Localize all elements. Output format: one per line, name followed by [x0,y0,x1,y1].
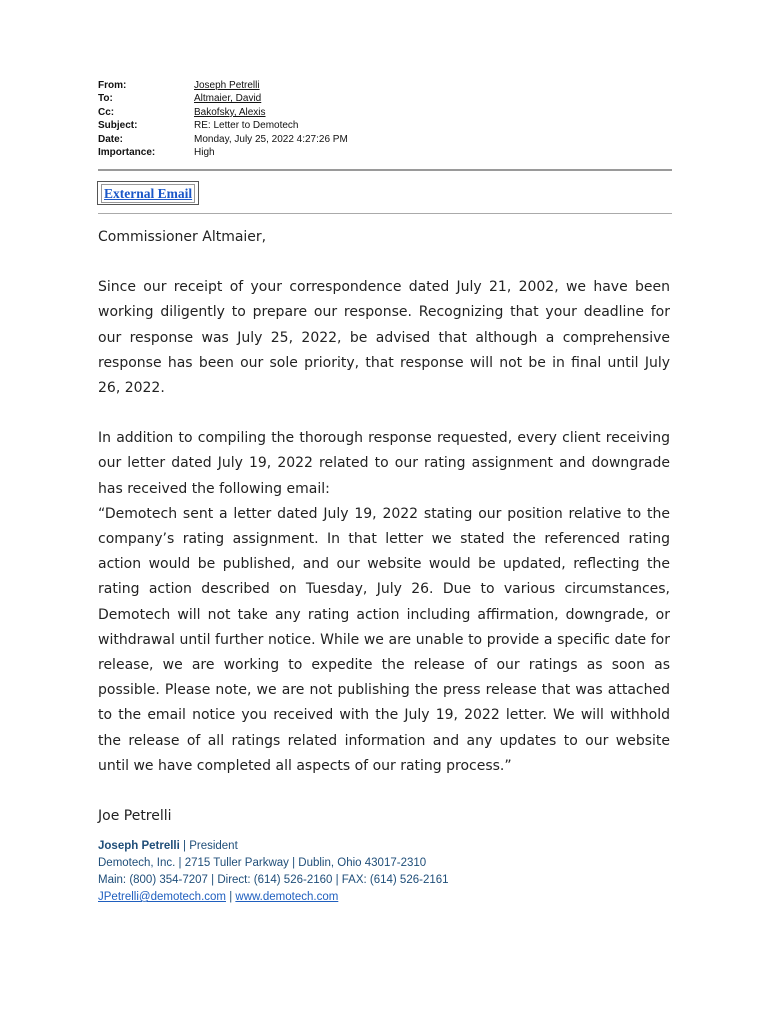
signature-links [98,889,449,906]
from-link[interactable]: Joseph Petrelli [194,80,260,91]
letter-body [98,225,670,829]
external-email-banner [97,181,199,205]
signature-address: Demotech, Inc. | 2715 Tuller Parkway | Dublin, Ohio 43017-2310 [98,857,427,869]
subject-label: Subject: [98,120,138,132]
to-row [98,92,348,105]
importance-value: High [194,147,215,159]
cc-link[interactable]: Bakofsky, Alexis [194,106,266,118]
signature-block [98,838,449,906]
quoted-email: “Demotech sent a letter dated July 19, 2022 stating our position relative to the company’s rating assignment. In that letter we stated the referenced rating action would be published, and our website would be updated, reflecting the rating action described on Tuesday, July 26. Due to various circumstances, Demotech will not take any rating action including affirmation, downgrade, or withdrawal until further notice. While we are unable to provide a specific date for release, we are working to expedite the release of our ratings as soon as possible. Please note, we are not publishing the press release that was attached to the email notice you received with the July 19, 2022 letter. We will withhold the release of all ratings related information and any updates to our website until we have completed all aspects of our rating process.” [98,505,670,774]
signature-phones: Main: (800) 354-7207 | Direct: (614) 526-2160 | FAX: (614) 526-2161 [98,874,449,886]
date-label: Date: [98,133,124,145]
spacer [98,250,670,275]
importance-label: Importance: [98,147,156,159]
cc-label: Cc: [98,106,115,118]
signature-website-link[interactable]: www.demotech.com [235,891,339,903]
email-header [98,79,348,159]
to-link[interactable]: Altmaier, David [194,93,262,105]
signoff: Joe Petrelli [98,808,172,825]
importance-row [98,146,348,159]
subject-row [98,119,348,132]
to-label: To: [98,93,113,105]
link-separator: | [226,891,236,903]
from-row [98,79,348,92]
subject-value: RE: Letter to Demotech [194,120,299,132]
signature-name: Joseph Petrelli [98,840,180,852]
banner-divider [98,213,672,214]
paragraph-1: Since our receipt of your correspondence dated July 21, 2002, we have been working diligently to prepare our response. Recognizing that your deadline for our response was July 25, 2022, be advised that although a comprehensive response has been our sole priority, that response will not be in final until July 26, 2022. [98,279,670,397]
from-label: From: [98,80,127,91]
spacer [98,779,670,804]
header-divider [98,169,672,171]
spacer [98,401,670,426]
external-email-link[interactable]: External Email [101,184,195,203]
date-value: Monday, July 25, 2022 4:27:26 PM [194,133,348,145]
paragraph-2: In addition to compiling the thorough response requested, every client receiving our letter dated July 19, 2022 related to our rating assignment and downgrade has received the following email: [98,430,670,497]
signature-name-line [98,838,449,855]
cc-row [98,106,348,119]
signature-email-link[interactable]: JPetrelli@demotech.com [98,891,226,903]
signature-title: | President [179,840,238,852]
date-row [98,133,348,146]
salutation: Commissioner Altmaier, [98,229,267,245]
